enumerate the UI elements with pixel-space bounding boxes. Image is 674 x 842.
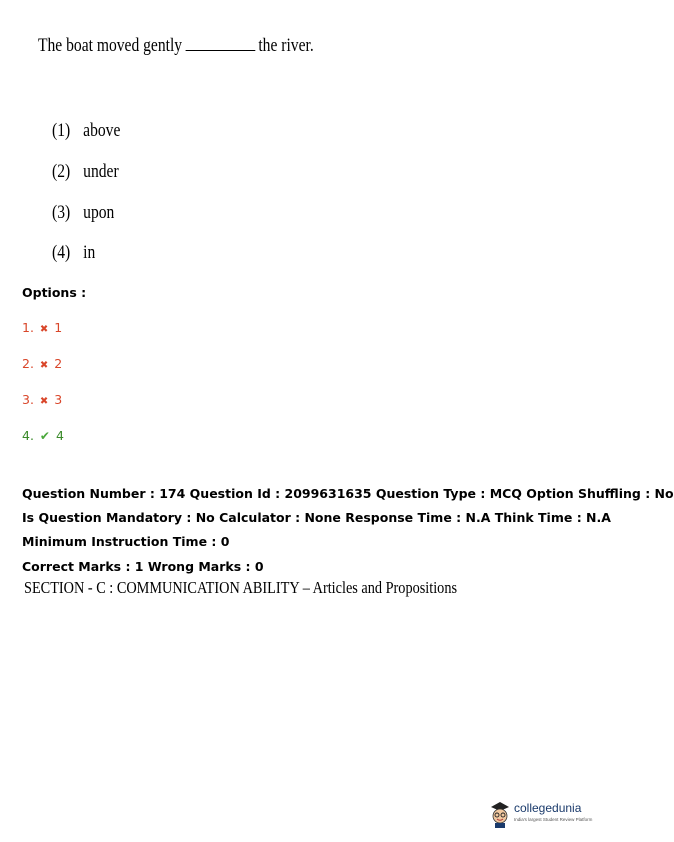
choice-text: in xyxy=(83,242,96,263)
question-before: The boat moved gently xyxy=(38,35,183,56)
option-value: 2 xyxy=(54,356,63,371)
option-1 xyxy=(22,320,62,335)
collegedunia-logo xyxy=(488,799,593,831)
cross-icon: ✖ xyxy=(39,396,49,407)
choice-number: (2) xyxy=(52,161,71,182)
question-after: the river. xyxy=(258,35,314,56)
meta-line-3: Minimum Instruction Time : 0 xyxy=(22,534,230,549)
choice-text: under xyxy=(83,161,119,182)
option-value: 3 xyxy=(54,392,63,407)
logo-name: collegedunia xyxy=(514,801,582,815)
option-index: 2. xyxy=(22,356,34,371)
option-index: 1. xyxy=(22,320,34,335)
option-4 xyxy=(22,428,64,443)
options-heading: Options : xyxy=(22,285,87,300)
cross-icon: ✖ xyxy=(39,324,49,335)
option-index: 4. xyxy=(22,428,34,443)
option-value: 1 xyxy=(54,320,63,335)
option-3 xyxy=(22,392,62,407)
choice-2 xyxy=(52,161,119,183)
meta-line-1: Question Number : 174 Question Id : 2099631635 Question Type : MCQ Option Shuffling : No xyxy=(22,486,674,501)
cross-icon: ✖ xyxy=(39,360,49,371)
check-icon: ✔ xyxy=(39,429,50,443)
choice-text: above xyxy=(83,120,121,141)
choice-3 xyxy=(52,202,114,224)
logo-tagline: India's largest Student Review Platform xyxy=(514,817,593,822)
choice-4 xyxy=(52,242,95,264)
choice-1 xyxy=(52,120,120,142)
section-heading: SECTION - C : COMMUNICATION ABILITY – Articles and Propositions xyxy=(24,578,458,597)
option-value: 4 xyxy=(55,428,64,443)
choice-number: (4) xyxy=(52,242,71,263)
choice-number: (1) xyxy=(52,120,71,141)
option-index: 3. xyxy=(22,392,34,407)
mascot-icon xyxy=(488,799,512,829)
answer-blank xyxy=(185,32,255,51)
meta-line-2: Is Question Mandatory : No Calculator : None Response Time : N.A Think Time : N.A xyxy=(22,510,611,525)
choice-number: (3) xyxy=(52,202,71,223)
choice-text: upon xyxy=(83,202,115,223)
meta-line-4: Correct Marks : 1 Wrong Marks : 0 xyxy=(22,559,264,574)
question-text xyxy=(38,32,314,57)
option-2 xyxy=(22,356,62,371)
